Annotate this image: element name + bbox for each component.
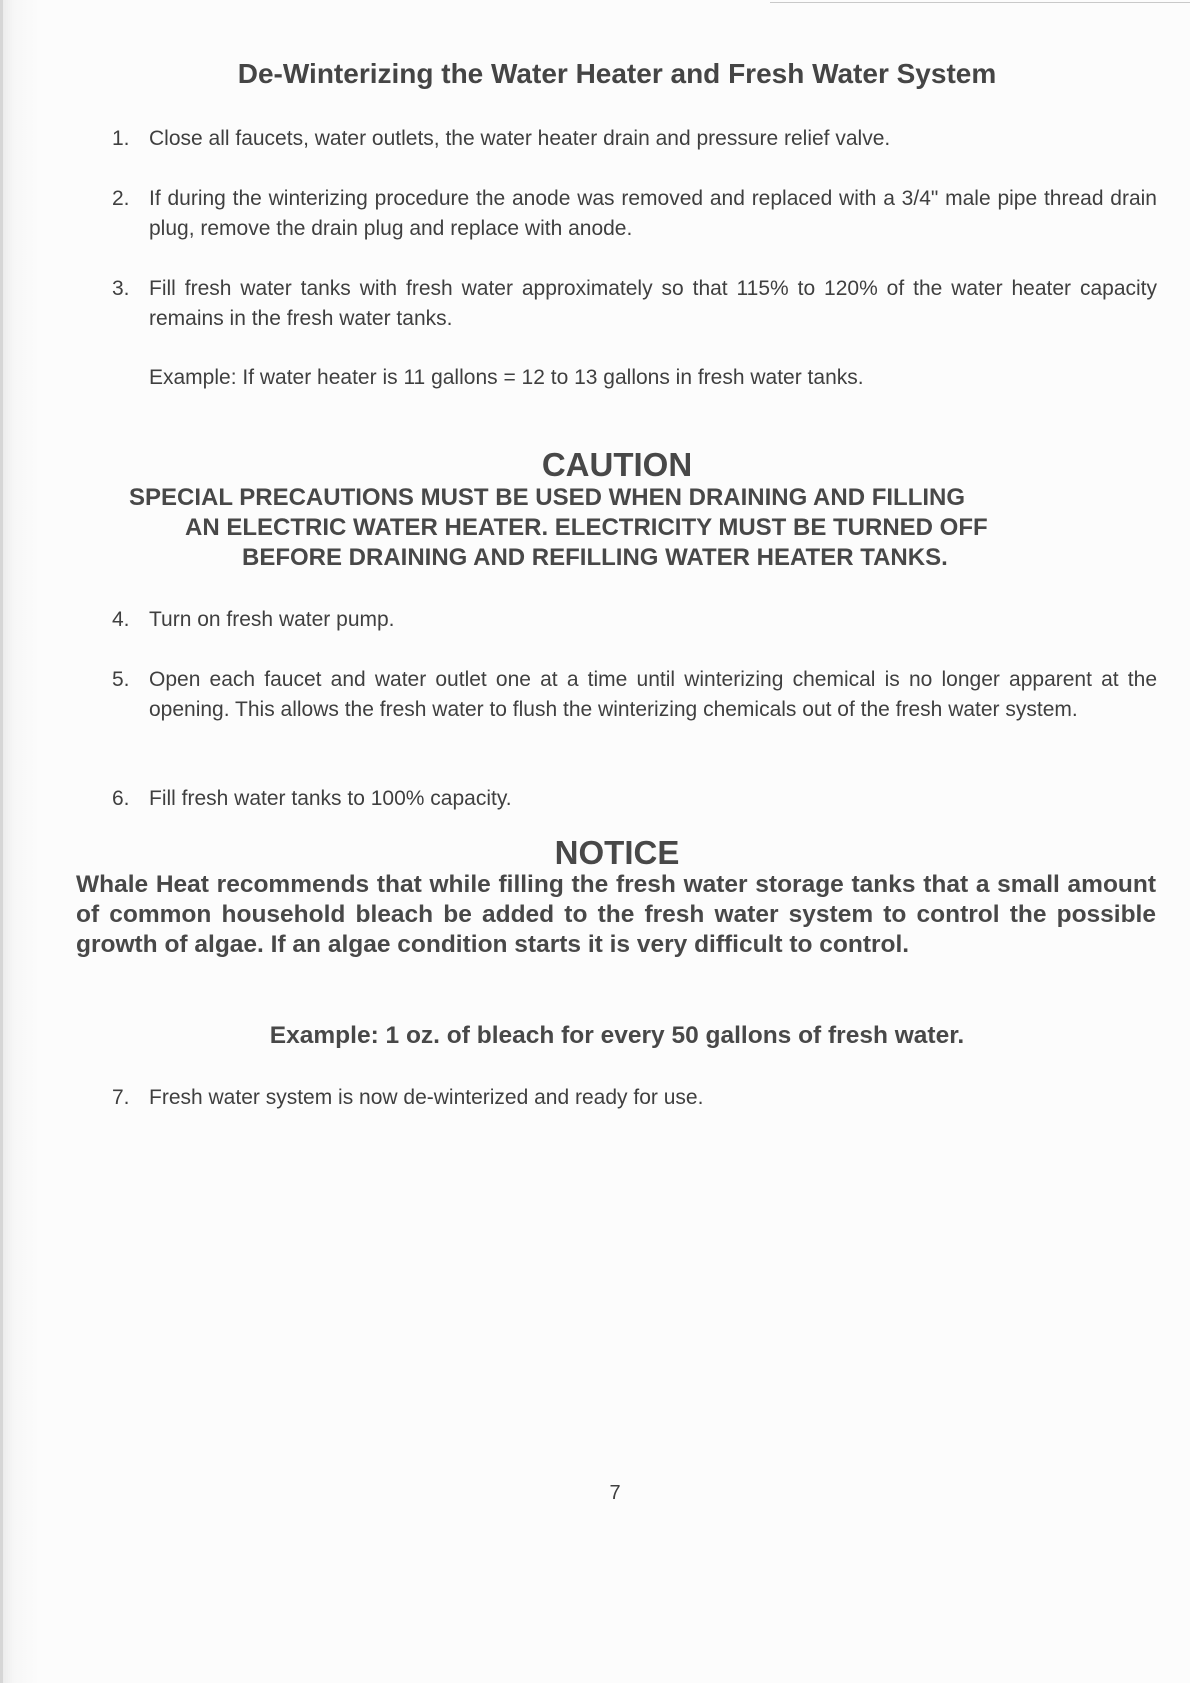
notice-body: Whale Heat recommends that while filling the fresh water storage tanks that a small amount of common household bleach be added to the fresh water system to control the possible growth of algae. If an algae condition starts it is very difficult to control. xyxy=(76,871,1156,958)
step-number: 4. xyxy=(112,608,130,631)
step-text: Turn on fresh water pump. xyxy=(149,608,395,631)
step-text: Fill fresh water tanks to 100% capacity. xyxy=(149,787,512,810)
step-1 xyxy=(112,124,1157,154)
page-title: De-Winterizing the Water Heater and Fresh Water System xyxy=(237,58,997,89)
step-4 xyxy=(112,605,1157,635)
caution-heading: CAUTION xyxy=(541,446,693,483)
step-text: Fill fresh water tanks with fresh water approximately so that 115% to 120% of the water heater capacity remains in the fresh water tanks. xyxy=(149,277,1157,330)
caution-line-2: AN ELECTRIC WATER HEATER. ELECTRICITY MUST BE TURNED OFF xyxy=(185,514,988,541)
step-2 xyxy=(112,184,1157,244)
step-number: 7. xyxy=(112,1086,130,1109)
step-number: 2. xyxy=(112,187,130,210)
step-number: 6. xyxy=(112,787,130,810)
step-5 xyxy=(112,665,1157,725)
caution-line-3: BEFORE DRAINING AND REFILLING WATER HEATER TANKS. xyxy=(242,544,948,571)
step-7 xyxy=(112,1083,1157,1113)
step-6 xyxy=(112,784,1157,814)
bleach-example: Example: 1 oz. of bleach for every 50 gallons of fresh water. xyxy=(269,1022,965,1049)
step-number: 3. xyxy=(112,277,130,300)
step-text: Fresh water system is now de-winterized and ready for use. xyxy=(149,1086,704,1109)
page-number: 7 xyxy=(609,1482,621,1504)
notice-heading: NOTICE xyxy=(554,834,680,871)
step-text: If during the winterizing procedure the anode was removed and replaced with a 3/4" male pipe thread drain plug, remove the drain plug and replace with anode. xyxy=(149,187,1157,240)
caution-line-1: SPECIAL PRECAUTIONS MUST BE USED WHEN DRAINING AND FILLING xyxy=(129,484,966,511)
step-number: 5. xyxy=(112,668,130,691)
top-rule xyxy=(770,2,1190,3)
step-3 xyxy=(112,274,1157,334)
gallons-example: Example: If water heater is 11 gallons = 12 to 13 gallons in fresh water tanks. xyxy=(149,366,864,389)
step-text: Open each faucet and water outlet one at a time until winterizing chemical is no longer apparent at the opening. This allows the fresh water to flush the winterizing chemicals out of the fresh water system. xyxy=(149,668,1157,721)
step-text: Close all faucets, water outlets, the water heater drain and pressure relief valve. xyxy=(149,127,891,150)
step-number: 1. xyxy=(112,127,130,150)
